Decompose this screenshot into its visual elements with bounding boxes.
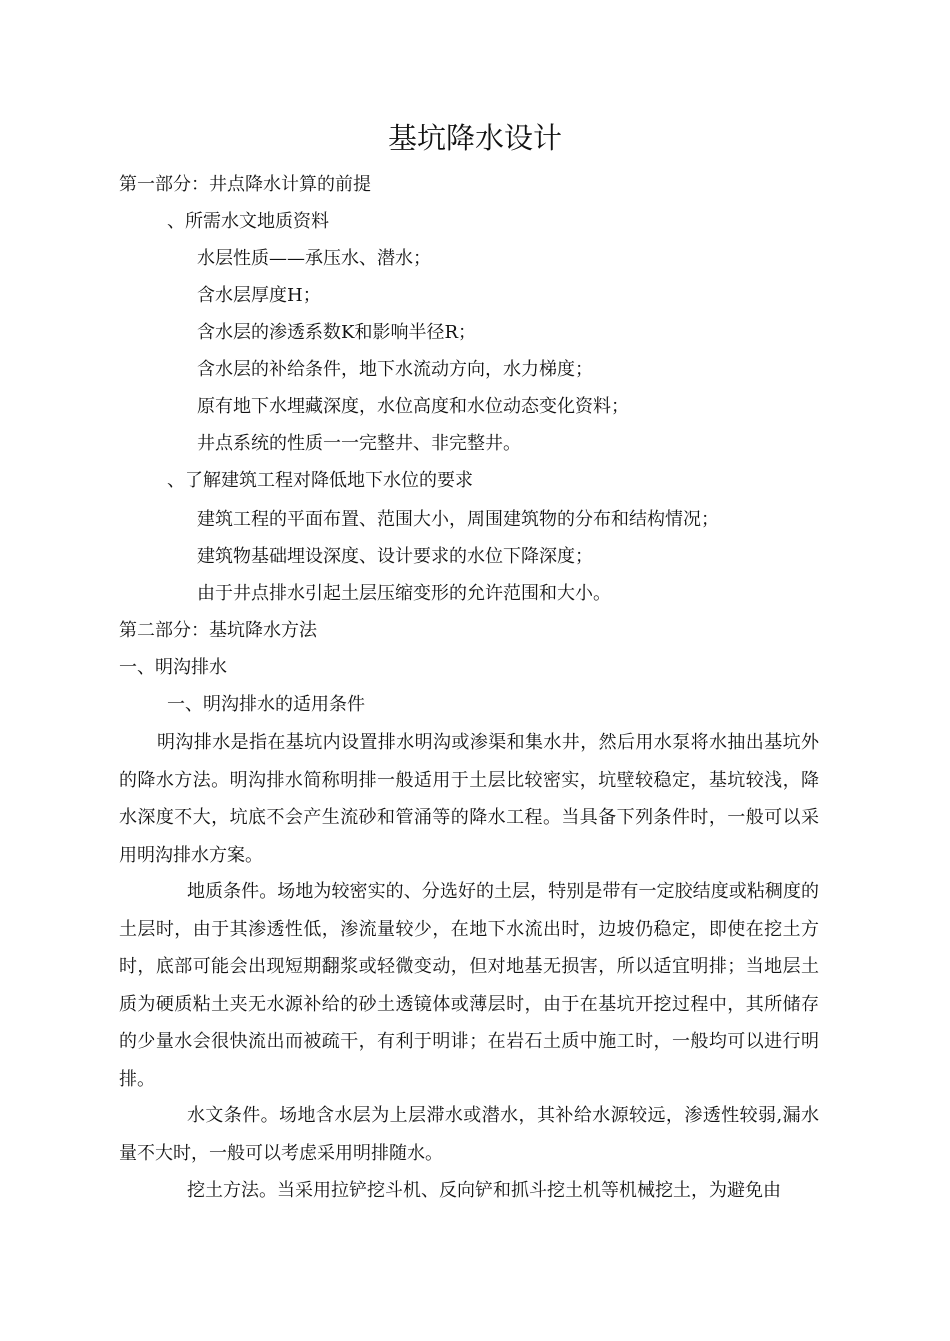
part1-heading: 第一部分：井点降水计算的前提 [119, 174, 371, 195]
section2-heading: 、了解建筑工程对降低地下水位的要求 [167, 470, 473, 491]
section1-item: 含水层的补给条件，地下水流动方向，水力梯度； [197, 359, 593, 380]
section1-heading: 、所需水文地质资料 [167, 211, 329, 232]
method1-sub-heading: 一、明沟排水的适用条件 [167, 694, 365, 715]
section1-item: 原有地下水埋藏深度，水位高度和水位动态变化资料； [197, 396, 629, 417]
document-title: 基坑降水设计 [387, 121, 562, 155]
paragraph-intro: 明沟排水是指在基坑内设置排水明沟或渗渠和集水井，然后用水泵将水抽出基坑外的降水方法。明沟排水简称明排一般适用于土层比较密实，坑壁较稳定，基坑较浅，降水深度不大，坑底不会产生流砂和管涌等的降水工程。当具备下列条件时，一般可以采用明沟排水方案。 [119, 732, 819, 866]
section1-item: 含水层厚度H； [197, 285, 321, 306]
section1-item: 水层性质——承压水、潜水； [197, 248, 431, 269]
paragraph-hydrology: 水文条件。场地含水层为上层滞水或潜水，其补给水源较远，渗透性较弱,漏水量不大时，一般可以考虑采用明排随水。 [119, 1105, 819, 1164]
paragraph-geology: 地质条件。场地为较密实的、分选好的土层，特别是带有一定胶结度或粘稠度的土层时，由于其渗透性低，渗流量较少，在地下水流出时，边坡仍稳定，即使在挖土方时，底部可能会出现短期翻浆或轻微变动，但对地基无损害，所以适宜明排；当地层土质为硬质粘土夹无水源补给的砂土透镜体或薄层时，由于在基坑开挖过程中，其所储存的少量水会很快流出而被疏干，有利于明诽；在岩石土质中施工时，一般均可以进行明排。 [119, 881, 819, 1090]
method1-heading: 一、明沟排水 [119, 657, 227, 678]
paragraph-excavation: 挖土方法。当采用拉铲挖斗机、反向铲和抓斗挖土机等机械挖土，为避免由 [187, 1180, 781, 1201]
section2-item: 建筑工程的平面布置、范围大小，周围建筑物的分布和结构情况； [197, 509, 719, 530]
section2-item: 由于井点排水引起土层压缩变形的允许范围和大小。 [197, 583, 611, 604]
part2-heading: 第二部分：基坑降水方法 [119, 620, 317, 641]
section1-item: 井点系统的性质一一完整井、非完整井。 [197, 433, 521, 454]
section1-item: 含水层的渗透系数K和影响半径R； [197, 322, 476, 343]
section2-item: 建筑物基础埋设深度、设计要求的水位下降深度； [197, 546, 593, 567]
